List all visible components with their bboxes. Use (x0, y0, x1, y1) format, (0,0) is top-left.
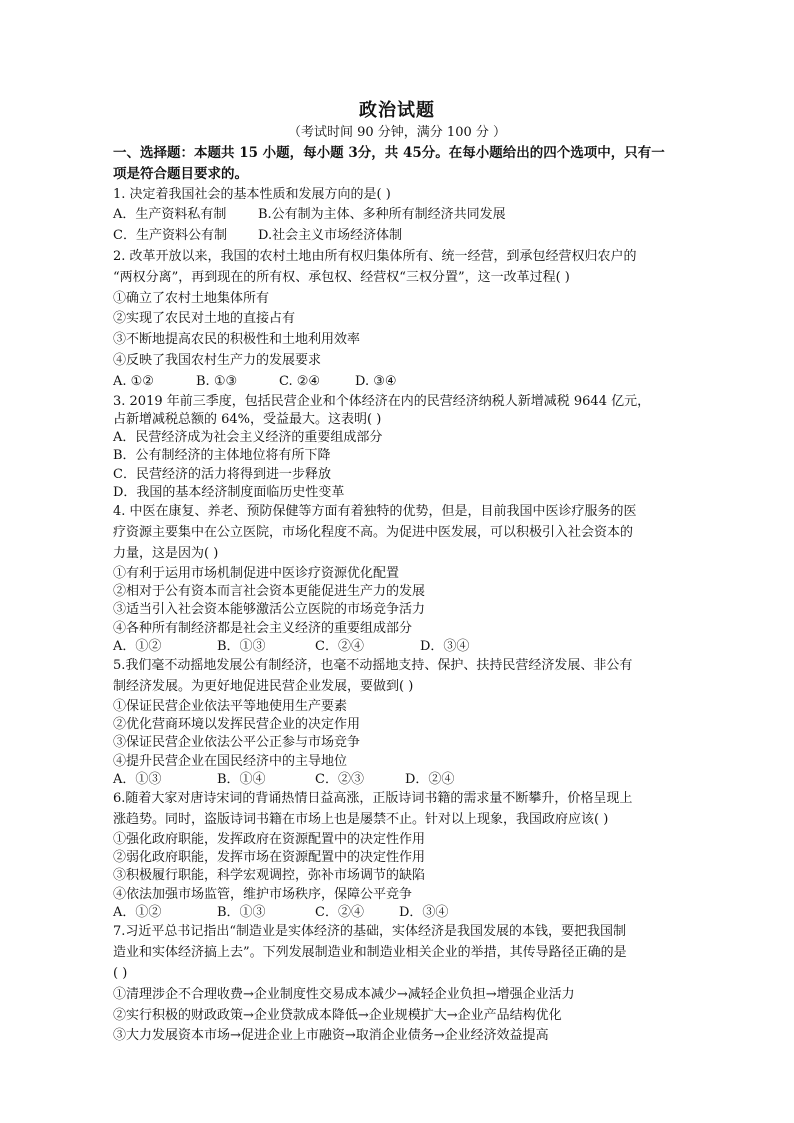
q5-statement-3: ③保证民营企业依法公平公正参与市场竞争 (113, 735, 361, 751)
q1-stem: 1. 决定着我国社会的基本性质和发展方向的是( ) (113, 186, 391, 202)
q2-option-d: D. ③④ (355, 373, 397, 389)
q4-statement-3: ③适当引入社会资本能够激活公立医院的市场竞争活力 (113, 602, 426, 618)
q3-option-d: D．我国的基本经济制度面临历史性变革 (113, 485, 345, 501)
q4-stem-cont: 力量，这是因为( ) (113, 545, 219, 561)
section-heading: 一、选择题：本题共 15 小题，每小题 3分，共 45分。在每小题给出的四个选项中，只有一 (113, 145, 665, 161)
q7-statement-2: ②实行积极的财政政策→企业贷款成本降低→企业规模扩大→企业产品结构优化 (113, 1007, 562, 1023)
q3-stem-cont: 占新增减税总额的 64%，受益最大。这表明( ) (113, 411, 382, 427)
q6-option-b: B．①③ (217, 905, 266, 921)
q4-stem: 4. 中医在康复、养老、预防保健等方面有着独特的优势，但是，目前我国中医诊疗服务的医 (113, 504, 637, 520)
q6-stem-cont: 涨趋势。同时，盗版诗词书籍在市场上也是屡禁不止。针对以上现象，我国政府应该( ) (113, 812, 609, 828)
q6-statement-4: ④依法加强市场监管，维护市场秩序，保障公平竞争 (113, 886, 413, 902)
q4-option-c: C．②④ (315, 638, 364, 654)
q6-option-a: A．①② (113, 905, 162, 921)
q7-statement-3: ③大力发展资本市场→促进企业上市融资→取消企业债务→企业经济效益提高 (113, 1028, 549, 1044)
q6-statement-2: ②弱化政府职能，发挥市场在资源配置中的决定性作用 (113, 850, 426, 866)
q4-statement-4: ④各种所有制经济都是社会主义经济的重要组成部分 (113, 620, 413, 636)
q1-option-d: D.社会主义市场经济体制 (258, 228, 403, 244)
q3-option-c: C．民营经济的活力将得到进一步释放 (113, 466, 331, 482)
q2-option-b: B. ①③ (196, 373, 238, 389)
q5-option-a: A．①③ (113, 772, 162, 787)
q1-option-c: C．生产资料公有制 (113, 228, 227, 244)
q5-statement-2: ②优化营商环境以发挥民营企业的决定作用 (113, 717, 361, 733)
q5-option-d: D．②④ (405, 772, 455, 787)
q1-options-row2 (113, 226, 683, 247)
q5-options (113, 771, 683, 789)
q5-stem: 5.我们毫不动摇地发展公有制经济，也毫不动摇地支持、保护、扶持民营经济发展、非公有 (113, 658, 633, 674)
q5-stem-cont: 制经济发展。为更好地促进民营企业发展，要做到( ) (113, 679, 414, 695)
q1-option-a: A．生产资料私有制 (113, 207, 227, 223)
q6-statement-1: ①强化政府职能，发挥政府在资源配置中的决定性作用 (113, 831, 426, 847)
q6-options (113, 904, 683, 922)
q4-option-b: B．①③ (217, 638, 266, 654)
q2-statement-3: ③不断地提高农民的积极性和土地利用效率 (113, 332, 361, 348)
exam-info: （考试时间 90 分钟，满分 100 分 ） (287, 125, 507, 140)
q6-option-d: D．③④ (399, 905, 449, 921)
q4-option-d: D．③④ (420, 638, 470, 654)
question-list (113, 143, 683, 1047)
q5-option-b: B．①④ (217, 772, 266, 787)
q1-options-row1 (113, 205, 683, 226)
q3-option-a: A．民营经济成为社会主义经济的重要组成部分 (113, 430, 383, 446)
q7-stem: 7.习近平总书记指出“制造业是实体经济的基础，实体经济是我国发展的本钱，要把我国制 (113, 924, 627, 940)
q6-option-c: C．②④ (315, 905, 364, 921)
q2-options (113, 372, 683, 393)
q4-options (113, 638, 683, 656)
q3-option-b: B．公有制经济的主体地位将有所下降 (113, 448, 331, 464)
q7-stem-cont: ( ) (113, 965, 128, 981)
q7-statement-1: ①清理涉企不合理收费→企业制度性交易成本减少→减轻企业负担→增强企业活力 (113, 986, 575, 1002)
page-title: 政治试题 (359, 100, 435, 121)
q4-statement-1: ①有利于运用市场机制促进中医诊疗资源优化配置 (113, 565, 400, 581)
q2-option-c: C. ②④ (279, 373, 321, 389)
q3-stem: 3. 2019 年前三季度，包括民营企业和个体经济在内的民营经济纳税人新增减税 9644 亿元， (113, 393, 651, 409)
q5-statement-1: ①保证民营企业依法平等地使用生产要素 (113, 698, 348, 714)
q4-statement-2: ②相对于公有资本而言社会资本更能促进生产力的发展 (113, 584, 426, 600)
q2-statement-2: ②实现了农民对土地的直接占有 (113, 311, 296, 327)
q6-stem: 6.随着大家对唐诗宋词的背诵热情日益高涨，正版诗词书籍的需求量不断攀升，价格呈现上 (113, 791, 633, 807)
q6-statement-3: ③积极履行职能，科学宏观调控，弥补市场调节的缺陷 (113, 868, 426, 884)
q4-option-a: A．①② (113, 638, 162, 654)
q2-statement-4: ④反映了我国农村生产力的发展要求 (113, 352, 322, 368)
q2-option-a: A. ①② (113, 373, 154, 389)
q4-stem-cont: 疗资源主要集中在公立医院，市场化程度不高。为促进中医发展，可以积极引入社会资本的 (113, 525, 634, 541)
q1-option-b: B.公有制为主体、多种所有制经济共同发展 (258, 207, 506, 223)
q2-stem: 2. 改革开放以来，我国的农村土地由所有权归集体所有、统一经营，到承包经营权归农户的 (113, 248, 637, 264)
q2-stem-cont: “两权分离”，再到现在的所有权、承包权、经营权“三权分置”，这一改革过程( ) (113, 269, 570, 285)
q5-option-c: C．②③ (315, 772, 364, 787)
section-heading-cont: 项是符合题目要求的。 (113, 165, 248, 182)
q2-statement-1: ①确立了农村土地集体所有 (113, 290, 270, 306)
q5-statement-4: ④提升民营企业在国民经济中的主导地位 (113, 753, 348, 769)
q7-stem-cont: 造业和实体经济搞上去”。下列发展制造业和制造业相关企业的举措，其传导路径正确的是 (113, 945, 627, 961)
